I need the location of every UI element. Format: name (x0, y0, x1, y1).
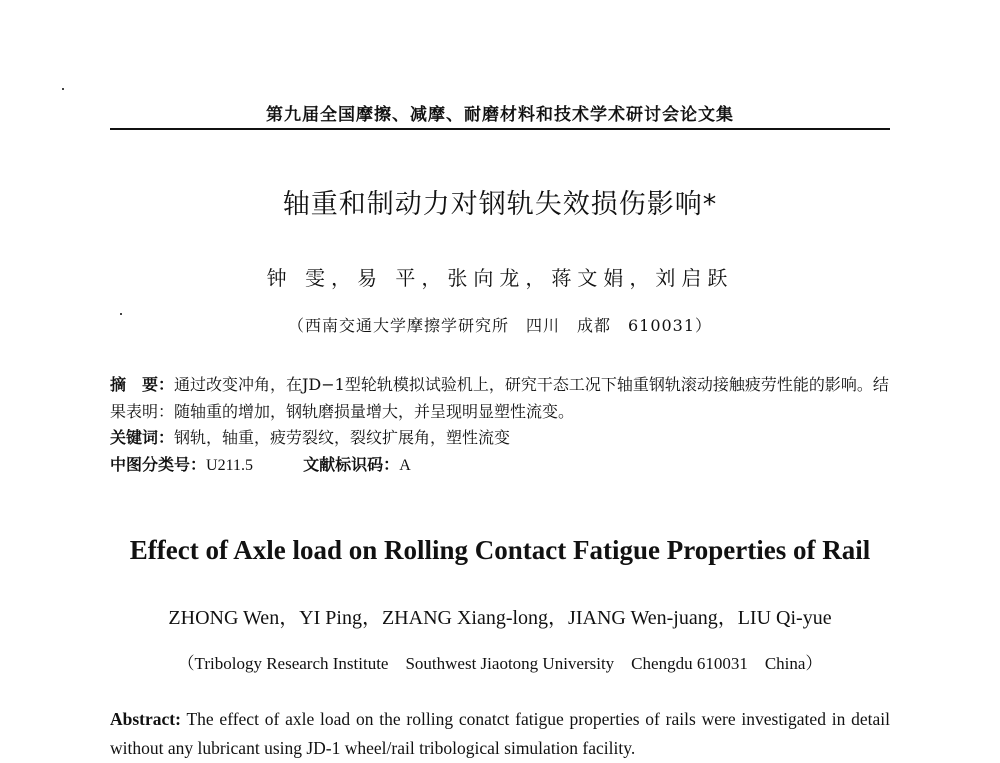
scan-speck (62, 88, 64, 90)
keywords-text-cn: 钢轨，轴重，疲劳裂纹，裂纹扩展角，塑性流变 (174, 428, 511, 447)
abstract-cn (110, 372, 900, 425)
abstract-en (110, 705, 890, 763)
clc-value: U211.5 (206, 456, 253, 474)
clc-label: 中图分类号： (110, 454, 207, 474)
abstract-text-en: The effect of axle load on the rolling conatct fatigue properties of rails were investigated in detail without any lubricant using JD-1 wheel/rail tribological simulation facility. (110, 709, 890, 758)
keywords-cn (110, 425, 900, 452)
proceedings-header: 第九届全国摩擦、减摩、耐磨材料和技术学术研讨会论文集 (266, 105, 734, 125)
abstract-label-cn: 摘 要： (110, 375, 175, 394)
classification-cn (110, 452, 900, 480)
doc-code-label: 文献标识码： (303, 454, 400, 474)
abstract-label-en: Abstract: (110, 709, 181, 729)
doc-code-value: A (399, 456, 411, 474)
affiliation-cn: （西南交通大学摩擦学研究所 四川 成都 610031） (287, 316, 713, 335)
authors-en: ZHONG Wen，YI Ping，ZHANG Xiang-long，JIANG Wen-juang，LIU Qi-yue (168, 607, 832, 629)
affiliation-en: （Tribology Research Institute Southwest Jiaotong University Chengdu 610031 China） (177, 654, 823, 673)
abstract-block-cn (110, 372, 900, 479)
authors-cn: 钟 雯，易 平，张向龙，蒋文娟，刘启跃 (266, 266, 734, 290)
header-rule (110, 128, 890, 130)
paper-title-cn: 轴重和制动力对钢轨失效损伤影响* (282, 189, 718, 220)
abstract-text-cn: 通过改变冲角，在JD−1型轮轨模拟试验机上，研究干态工况下轴重钢轨滚动接触疲劳性能的影响。结果表明：随轴重的增加，钢轨磨损量增大，并呈现明显塑性流变。 (110, 375, 889, 421)
paper-title-en: Effect of Axle load on Rolling Contact Fatigue Properties of Rail (129, 535, 871, 565)
keywords-label-cn: 关键词： (110, 428, 175, 447)
